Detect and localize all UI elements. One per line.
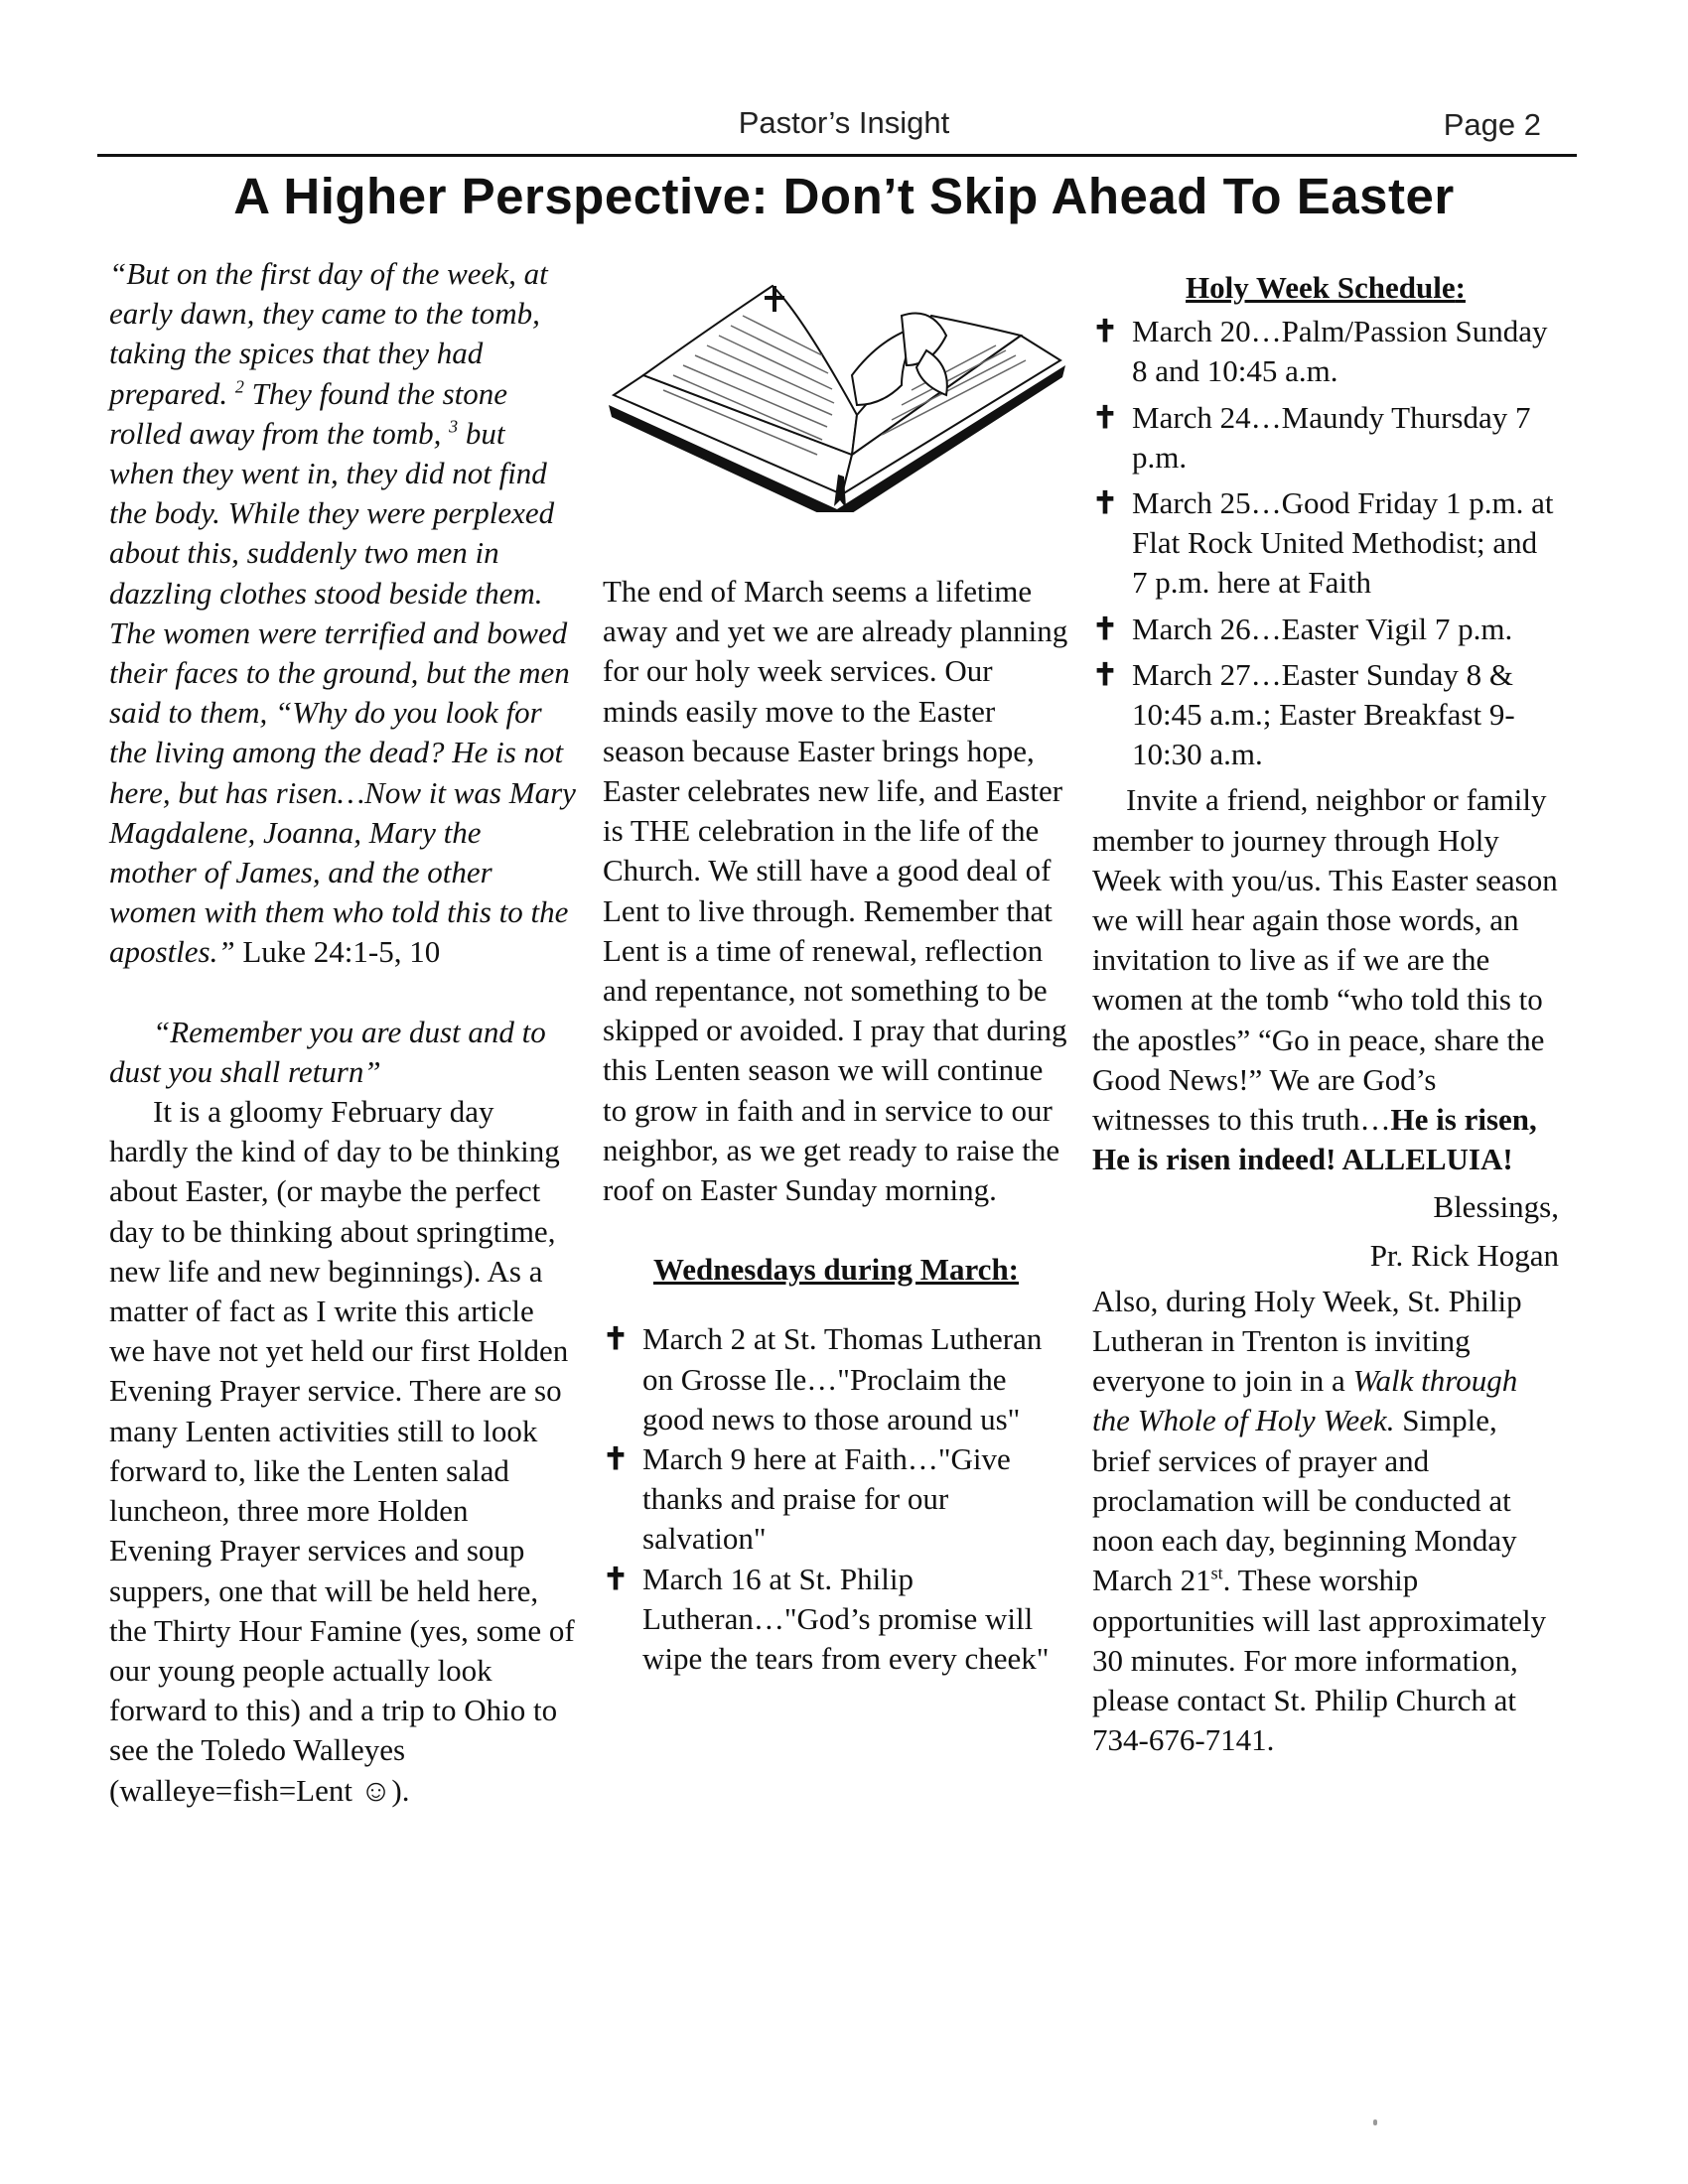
list-item: ✝ March 27…Easter Sunday 8 & 10:45 a.m.; Easter Breakfast 9-10:30 a.m. [1092,656,1515,772]
wednesdays-list [603,1319,1069,1679]
wednesdays-heading: Wednesdays during March: [652,1252,1020,1288]
holy-week-schedule [1092,312,1559,774]
cross-icon: ✝ [603,1561,629,1596]
walk-title: Walk through the Whole of Holy Week. [1092,1363,1518,1438]
header-rule [97,154,1577,157]
spacer [603,1210,1069,1250]
ash-wednesday-quote: “Remember you are dust and to dust you shall return” [109,1014,546,1089]
closing: Blessings, [1433,1189,1559,1225]
cross-icon: ✝ [1092,656,1118,692]
list-item: ✝ March 25…Good Friday 1 p.m. at Flat Rock United Methodist; and 7 p.m. here at Faith [1092,485,1554,601]
spacer [109,973,576,1013]
scripture-quote: “But on the first day of the week, at early dawn, they came to the tomb, taking the spices that they had prepared. $^2$ They found the stone rolled away from the tomb, $^3$ but when they went in, they did not find the body. While they were perplexed about this, suddenly two men in dazzling clothes stood beside them. The women were terrified and bowed their faces to the ground, but the men said to them, “Why do you look for the living among the dead? He is not here, but has risen…Now it was Mary Magdalene, Joanna, Mary the mother of James, and the other women with them who told this to the apostles.” Luke 24:1-5, 10 [109,256,576,970]
column-3 [1092,268,1559,1760]
easter-acclamation: He is risen, He is risen indeed! ALLELUIA! [1092,1102,1537,1177]
newsletter-title: Pastor’s Insight [738,105,950,140]
scan-speck [1373,2119,1377,2125]
scripture-reference: Luke 24:1-5, 10 [242,934,441,970]
list-item: ✝ March 20…Palm/Passion Sunday 8 and 10:45 a.m. [1092,314,1548,389]
column-1 [109,254,576,1811]
article-body-2: The end of March seems a lifetime away and yet we are already planning for our holy week services. Our minds easily move to the Easter season because Easter brings hope, Easter celebrates new life, and Easter is THE celebration in the life of the Church. We still have a good deal of Lent to live through. Remember that Lent is a time of renewal, reflection and repentance, not something to be skipped or avoided. I pray that during this Lenten season we will continue to grow in faith and in service to our neighbor, as we get ready to raise the roof on Easter Sunday morning. [603,574,1068,1208]
cross-icon: ✝ [1092,611,1118,646]
article-headline: A Higher Perspective: Don’t Skip Ahead To Easter [233,168,1455,224]
list-item: ✝ March 16 at St. Philip Lutheran…"God’s promise will wipe the tears from every cheek" [603,1561,1050,1677]
cross-icon: ✝ [1092,485,1118,521]
cross-icon: ✝ [1092,399,1118,435]
column-2 [603,572,1069,1679]
open-bible-icon [604,256,1070,512]
cross-icon: ✝ [1092,314,1118,349]
cross-icon: ✝ [603,1321,629,1357]
page-number: Page 2 [1443,107,1541,142]
list-item: ✝ March 9 here at Faith…"Give thanks and praise for our salvation" [603,1441,1011,1557]
list-item: ✝ March 24…Maundy Thursday 7 p.m. [1092,399,1531,475]
also-paragraph: Also, during Holy Week, St. Philip Lutheran in Trenton is inviting everyone to join in a Walk through the Whole of Holy Week. Simple, brief services of prayer and proclamation will be conducted at noon each day, beginning Monday March 21st. These worship opportunities will last approximately 30 minutes. For more information, please contact St. Philip Church at 734-676-7141. [1092,1283,1547,1758]
list-item: ✝ March 2 at St. Thomas Lutheran on Grosse Ile…"Proclaim the good news to those around us" [603,1321,1043,1436]
list-item: ✝ March 26…Easter Vigil 7 p.m. [1092,610,1559,649]
cross-icon: ✝ [603,1441,629,1477]
page-header [0,95,1688,155]
article-body-1: It is a gloomy February day hardly the kind of day to be thinking about Easter, (or maybe the perfect day to be thinking about springtime, new life and new beginnings). As a matter of fact as I write this article we have not yet held our first Holden Evening Prayer service. There are so many Lenten activities still to look forward to, like the Lenten salad luncheon, three more Holden Evening Prayer services and soup suppers, one that will be held here, the Thirty Hour Famine (yes, some of our young people actually look forward to this) and a trip to Ohio to see the Toledo Walleyes (walleye=fish=Lent ☺). [109,1094,575,1808]
spacer [603,1290,1069,1319]
holy-week-heading: Holy Week Schedule: [1186,270,1466,305]
invitation-paragraph: Invite a friend, neighbor or family member to journey through Holy Week with you/us. This Easter season we will hear again those words, an invitation to live as if we are the women at the tomb “who told this to the apostles” “Go in peace, share the Good News!” We are God’s witnesses to this truth…He is risen, He is risen indeed! ALLELUIA! [1092,782,1558,1177]
signature: Pr. Rick Hogan [1369,1237,1559,1273]
